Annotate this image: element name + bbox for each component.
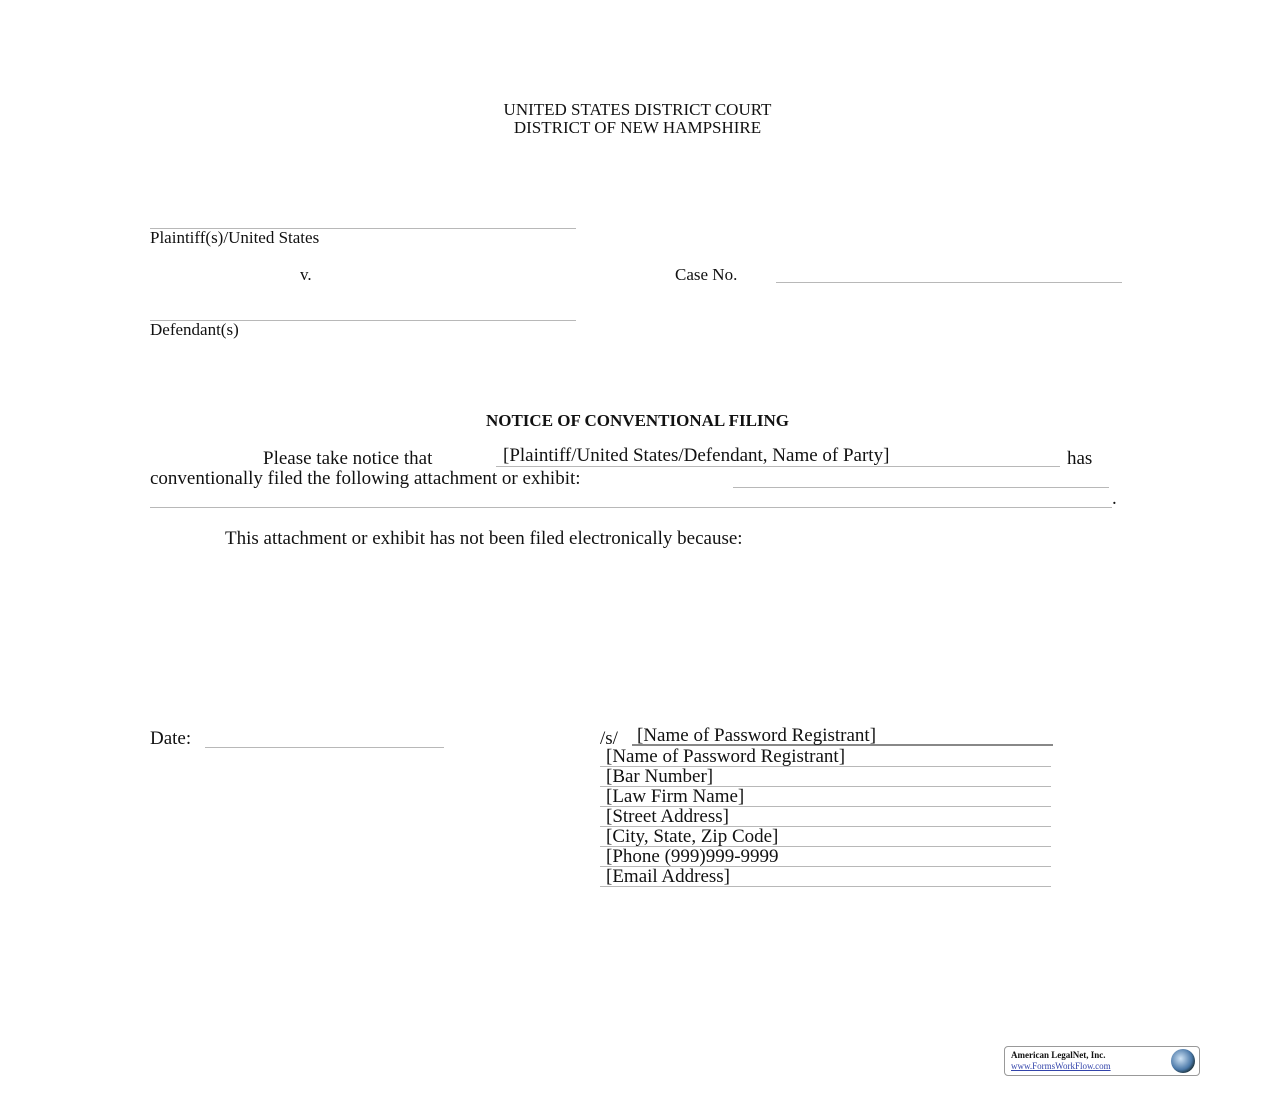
bar-number-field[interactable]: [Bar Number] — [600, 767, 1051, 787]
attachment-field[interactable] — [733, 470, 1109, 488]
case-no-field[interactable] — [776, 268, 1122, 283]
defendant-field[interactable] — [150, 306, 576, 321]
street-address-field[interactable]: [Street Address] — [600, 807, 1051, 827]
signature-name-field[interactable]: [Name of Password Registrant] — [632, 726, 1053, 746]
plaintiff-field[interactable] — [150, 214, 576, 229]
signature-prefix: /s/ — [600, 728, 618, 749]
logo-url-link[interactable]: www.FormsWorkFlow.com — [1011, 1061, 1111, 1071]
reason-text: This attachment or exhibit has not been filed electronically because: — [225, 528, 743, 549]
logo-company: American LegalNet, Inc. — [1011, 1050, 1106, 1060]
notice-text-end: has — [1067, 448, 1093, 469]
phone-field[interactable]: [Phone (999)999-9999 — [600, 847, 1051, 867]
case-no-label: Case No. — [675, 265, 738, 284]
date-label: Date: — [150, 728, 192, 749]
attachment-field-continued[interactable] — [150, 490, 1112, 508]
registrant-name-field[interactable]: [Name of Password Registrant] — [600, 747, 1051, 767]
period: . — [1112, 488, 1117, 509]
date-field[interactable] — [205, 730, 444, 748]
plaintiff-label: Plaintiff(s)/United States — [150, 228, 320, 247]
court-name: UNITED STATES DISTRICT COURT — [503, 100, 772, 119]
city-state-zip-field[interactable]: [City, State, Zip Code] — [600, 827, 1051, 847]
law-firm-field[interactable]: [Law Firm Name] — [600, 787, 1051, 807]
attachment-text: conventionally filed the following attachment or exhibit: — [150, 468, 581, 489]
globe-icon — [1171, 1049, 1195, 1073]
document-title: NOTICE OF CONVENTIONAL FILING — [485, 411, 790, 430]
notice-text-start: Please take notice that — [263, 448, 433, 469]
district-name: DISTRICT OF NEW HAMPSHIRE — [513, 118, 762, 137]
footer-logo — [1004, 1046, 1200, 1076]
party-field[interactable]: [Plaintiff/United States/Defendant, Name of Party] — [496, 446, 1060, 467]
versus-label: v. — [300, 265, 312, 284]
email-field[interactable]: [Email Address] — [600, 867, 1051, 887]
defendant-label: Defendant(s) — [150, 320, 239, 339]
